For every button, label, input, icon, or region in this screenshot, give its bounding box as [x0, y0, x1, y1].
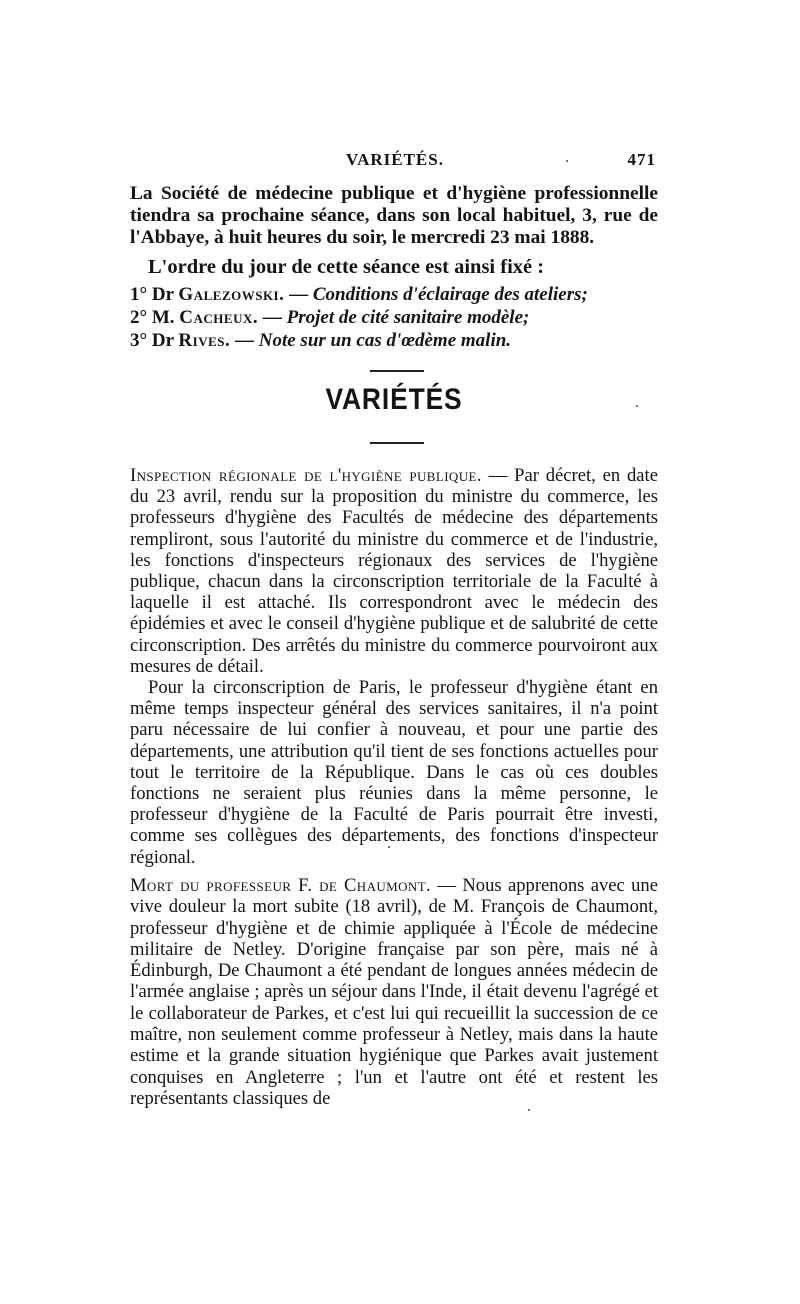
agenda-item: 2° M. Cacheux. — Projet de cité sanitaire modèle;	[130, 307, 530, 328]
speaker-name: Galezowski.	[178, 284, 285, 305]
talk-topic: Note sur un cas d'œdème malin.	[258, 330, 512, 351]
section-heading: VARIÉTÉS	[325, 383, 463, 416]
article-paragraph: Inspection régionale de l'hygiène publique. — Par décret, en date du 23 avril, rendu sur la proposition du ministre du commerce, les professeurs d'hygiène des Facultés de médecine des départements rempliront, sous l'autorité du ministre du commerce et de l'industrie, les fonctions d'inspecteurs régionaux des services de l'hygiène publique, chacun dans la circonscription territoriale de la Faculté à laquelle il est attaché. Ils correspondront avec le médecin des épidémies et avec le conseil d'hygiène publique et de salubrité de cette circonscription. Des arrêtés du ministre du commerce pourvoiront aux mesures de détail.	[130, 465, 658, 677]
section-rule-top	[370, 370, 424, 372]
article-lead: Mort du professeur F. de Chaumont.	[130, 875, 432, 896]
page-number: 471	[627, 150, 656, 169]
agenda-item: 3° Dr Rives. — Note sur un cas d'œdème malin.	[130, 330, 512, 351]
article-paragraph: Pour la circonscription de Paris, le professeur d'hygiène étant en même temps inspecteur général des services sanitaires, il n'a point paru nécessaire de lui confier à nouveau, et pour une partie des départements, une attribution qu'il tient de ses fonctions actuelles pour tout le territoire de la République. Dans le cas où ces doubles fonctions ne seraient plus réunies dans la même personne, le professeur d'hygiène de la Faculté de Paris pourrait être investi, comme ses collègues des départements, des fonctions d'inspecteur régional.	[130, 677, 658, 868]
print-speck	[566, 160, 568, 162]
society-notice: La Société de médecine publique et d'hygiène professionnelle tiendra sa prochaine séance, dans son local habituel, 3, rue de l'Abbaye, à huit heures du soir, le mercredi 23 mai 1888.	[130, 183, 658, 248]
running-head-title: VARIÉTÉS.	[346, 150, 444, 169]
speaker-name: Cacheux.	[179, 307, 259, 328]
talk-topic: Conditions d'éclairage des ateliers;	[312, 284, 588, 305]
talk-topic: Projet de cité sanitaire modèle;	[286, 307, 530, 328]
agenda-list	[130, 283, 658, 352]
agenda-item: 1° Dr Galezowski. — Conditions d'éclairage des ateliers;	[130, 284, 588, 305]
running-head	[130, 150, 658, 174]
article-paragraph: Mort du professeur F. de Chaumont. — Nous apprenons avec une vive douleur la mort subite (18 avril), de M. François de Chaumont, professeur d'hygiène et de chimie appliquée à l'École de médecine militaire de Netley. D'origine française par son père, mais né à Édinburgh, De Chaumont a été pendant de longues années médecin de l'armée anglaise ; après un séjour dans l'Inde, il était devenu l'agrégé et le collaborateur de Parkes, et c'est lui qui recueillit la succession de ce maître, non seulement comme professeur à Netley, mais dans la haute estime et la grande situation hygiénique que Parkes avait justement conquises en Angleterre ; l'un et l'autre ont été et restent les représentants classiques de	[130, 875, 658, 1109]
agenda-intro: L'ordre du jour de cette séance est ainsi fixé :	[148, 256, 545, 278]
speaker-name: Rives.	[178, 330, 231, 351]
article-hygiene-inspection	[130, 465, 658, 868]
article-obituary	[130, 875, 658, 1109]
article-lead: Inspection régionale de l'hygiène publique.	[130, 465, 482, 486]
section-rule-bottom	[370, 442, 424, 444]
print-speck	[528, 1109, 530, 1111]
print-speck	[636, 405, 638, 407]
print-speck	[388, 846, 390, 848]
